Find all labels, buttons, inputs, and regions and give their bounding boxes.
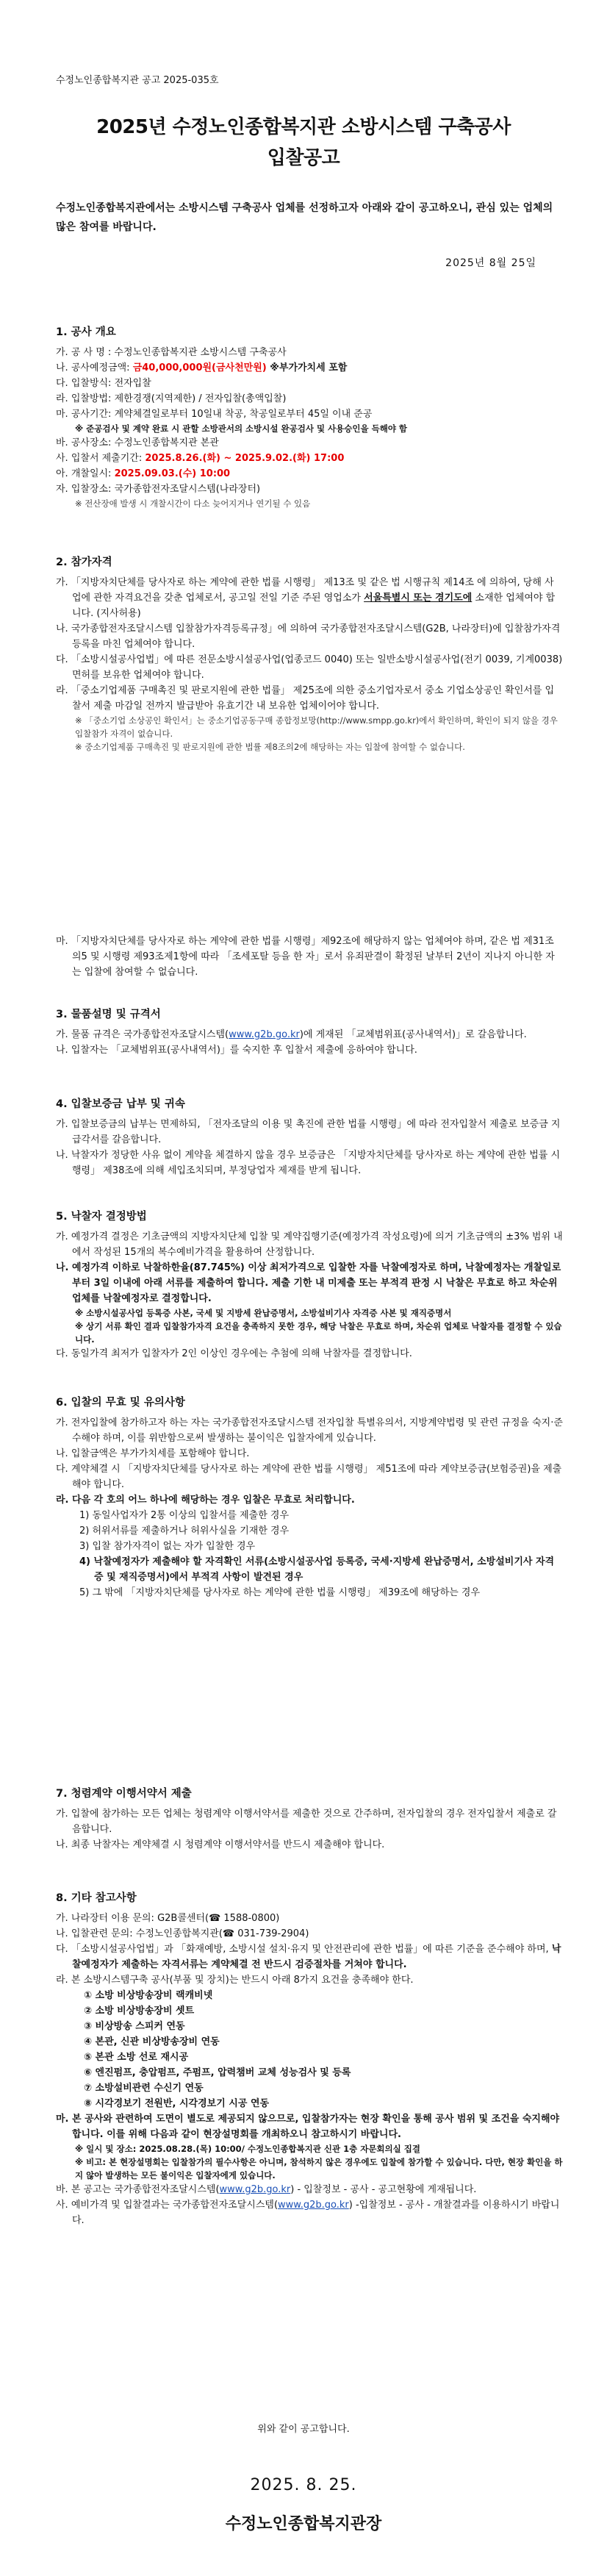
list-item: 자. 입찰장소: 국가종합전자조달시스템(나라장터) — [56, 484, 261, 495]
section-invalid — [56, 1395, 563, 1600]
section-integrity — [56, 1786, 563, 1853]
g2b-link[interactable]: www.g2b.go.kr — [229, 1029, 300, 1040]
requirement-item: ⑤ 본관 소방 선로 재시공 — [84, 2052, 189, 2063]
section-other — [56, 1891, 563, 2228]
list-item: 다. 「소방시설공사업법」과 「화재예방, 소방시설 설치·유지 및 안전관리에 관한 법률」에 따른 기준을 준수해야 하며, 낙찰예정자가 제출하는 자격서류는 계약체결 전 반드시 검증절차를 거쳐야 합니다. — [56, 1944, 561, 1970]
list-item: 가. 「지방자치단체를 당사자로 하는 계약에 관한 법률 시행령」 제13조 및 같은 법 시행규칙 제14조 에 의하여, 당해 사업에 관한 자격요건을 갖춘 업체로서, 공고일 전일 기준 주된 영업소가 서울특별시 또는 경기도에 소재한 업체여야 합니다. (지사허용) — [56, 577, 556, 619]
list-item: 라. 입찰방법: 제한경쟁(지역제한) / 전자입찰(총액입찰) — [56, 393, 287, 404]
list-item: 5) 그 밖에 「지방자치단체를 당사자로 하는 계약에 관한 법률 시행령」 제39조에 해당하는 경우 — [79, 1587, 481, 1598]
notice-date: 2025년 8월 25일 — [445, 257, 536, 269]
list-item: 가. 나라장터 이용 문의: G2B콜센터(☎ 1588-0800) — [56, 1913, 280, 1924]
note: ※ 전산장애 발생 시 개찰시간이 다소 늦어지거나 연기될 수 있음 — [75, 498, 311, 509]
list-item: 마. 공사기간: 계약체결일로부터 10일내 착공, 착공일로부터 45일 이내 준공 — [56, 409, 373, 420]
list-item: 나. 국가종합전자조달시스템 입찰참가자격등록규정」에 의하여 국가종합전자조달시스템(G2B, 나라장터)에 입찰참가자격 등록을 마친 업체여야 합니다. — [56, 623, 561, 650]
note: ※ 소방시설공사업 등록증 사본, 국세 및 지방세 완납증명서, 소방설비기사 자격증 사본 및 재직증명서 — [75, 1308, 452, 1318]
list-item: 아. 개찰일시: 2025.09.03.(수) 10:00 — [56, 468, 231, 479]
list-item: 나. 입찰금액은 부가가치세를 포함해야 합니다. — [56, 1448, 250, 1459]
requirement-item: ④ 본관, 신관 비상방송장비 연동 — [84, 2036, 220, 2047]
list-item: 4) 낙찰예정자가 제출해야 할 자격확인 서류(소방시설공사업 등록증, 국세·지방세 완납증명서, 소방설비기사 자격증 및 재직증명서)에서 부적격 사항이 발견된 경우 — [79, 1556, 555, 1583]
section-heading: 7. 청렴계약 이행서약서 제출 — [56, 1788, 192, 1800]
note: ※ 「중소기업 소상공인 확인서」는 중소기업공동구매 종합정보망(http://www.smpp.go.kr)에서 확인하며, 확인이 되지 않을 경우 입찰참가 자격이 없습니다. — [75, 715, 558, 739]
note: ※ 중소기업제품 구매촉진 및 판로지원에 관한 법률 제8조의2에 해당하는 자는 입찰에 참여할 수 없습니다. — [75, 742, 465, 752]
section-eligibility-cont — [56, 934, 563, 980]
closing-text: 위와 같이 공고합니다. — [257, 2424, 350, 2435]
note: ※ 일시 및 장소: 2025.08.28.(목) 10:00/ 수정노인종합복지관 신관 1층 자문회의실 집결 — [75, 2144, 420, 2154]
page-title: 2025년 수정노인종합복지관 소방시스템 구축공사 — [96, 116, 511, 138]
list-item: 사. 입찰서 제출기간: 2025.8.26.(화) ~ 2025.9.02.(화) 17:00 — [56, 453, 345, 464]
section-heading: 3. 물품설명 및 규격서 — [56, 1009, 161, 1020]
g2b-link[interactable]: www.g2b.go.kr — [278, 2200, 349, 2211]
section-deposit — [56, 1097, 563, 1178]
note: ※ 상기 서류 확인 결과 입찰참가자격 요건을 충족하지 못한 경우, 해당 낙찰은 무효로 하며, 차순위 업체로 낙찰자를 결정할 수 있습니다. — [75, 1321, 562, 1345]
list-item: 나. 공사예정금액: 금40,000,000원(금사천만원) ※부가가치세 포함 — [56, 362, 348, 373]
list-item: 바. 공사장소: 수정노인종합복지관 본관 — [56, 437, 219, 448]
list-item: 다. 계약체결 시 「지방자치단체를 당사자로 하는 계약에 관한 법률 시행령」 제51조에 따라 계약보증금(보험증권)을 제출해야 합니다. — [56, 1464, 562, 1490]
requirement-item: ③ 비상방송 스피커 연동 — [84, 2021, 185, 2032]
section-eligibility — [56, 555, 563, 754]
list-item: 나. 입찰관련 문의: 수정노인종합복지관(☎ 031-739-2904) — [56, 1928, 309, 1939]
note: ※ 비고: 본 현장설명회는 입찰참가의 필수사항은 아니며, 참석하지 않은 경우에도 입찰에 참가할 수 있습니다. 다만, 현장 확인을 하지 않아 발생하는 모든 불이익은 입찰자에게 있습니다. — [75, 2157, 563, 2180]
list-item: 가. 물품 규격은 국가종합전자조달시스템(www.g2b.go.kr)에 게재된 「교체범위표(공사내역서)」로 갈음합니다. — [56, 1029, 527, 1040]
list-item: 라. 「중소기업제품 구매촉진 및 판로지원에 관한 법률」 제25조에 의한 중소기업자로서 중소 기업소상공인 확인서를 입찰서 제출 마감일 전까지 발급받아 유효기간 내 보유한 업체이어야 합니다. — [56, 685, 555, 712]
list-item: 다. 동일가격 최저가 입찰자가 2인 이상인 경우에는 추첨에 의해 낙찰자를 결정합니다. — [56, 1348, 412, 1359]
section-heading: 8. 기타 참고사항 — [56, 1892, 137, 1904]
requirement-item: ⑥ 엔진펌프, 충압펌프, 주펌프, 압력챔버 교체 성능검사 및 등록 — [84, 2067, 351, 2078]
requirement-item: ① 소방 비상방송장비 랙캐비넷 — [84, 1990, 213, 2001]
g2b-link[interactable]: www.g2b.go.kr — [219, 2184, 291, 2195]
list-item: 가. 입찰에 참가하는 모든 업체는 청렴계약 이행서약서를 제출한 것으로 간주하며, 전자입찰의 경우 전자입찰서 제출로 갈음합니다. — [56, 1808, 557, 1835]
list-item: 마. 「지방자치단체를 당사자로 하는 계약에 관한 법률 시행령」제92조에 해당하지 않는 업체여야 하며, 같은 법 제31조의5 및 시행령 제93조제1항에 따라 「조세포탈 등을 한 자」로서 유죄판결이 확정된 날부터 2년이 지나지 아니한 자는 입찰에 참여할 수 없습니다. — [56, 936, 555, 978]
list-item: 나. 낙찰자가 정당한 사유 없이 계약을 체결하지 않을 경우 보증금은 「지방자치단체를 당사자로 하는 계약에 관한 법률 시행령」 제38조에 의해 세입조치되며, 부정당업자 제재를 받게 됩니다. — [56, 1150, 561, 1176]
section-heading: 4. 입찰보증금 납부 및 귀속 — [56, 1098, 185, 1110]
list-item: 사. 예비가격 및 입찰결과는 국가종합전자조달시스템(www.g2b.go.kr) -입찰정보 - 공사 - 개찰결과를 이용하시기 바랍니다. — [56, 2200, 560, 2226]
list-item: 가. 전자입찰에 참가하고자 하는 자는 국가종합전자조달시스템 전자입찰 특별유의서, 지방계약법령 및 관련 규정을 숙지·준수해야 하며, 이를 위반함으로써 발생하는 불이익은 입찰자에게 있습니다. — [56, 1417, 563, 1444]
section-overview — [56, 325, 563, 510]
note: ※ 준공검사 및 계약 완료 시 관할 소방관서의 소방시설 완공검사 및 사용승인을 득해야 함 — [75, 423, 408, 434]
list-item: 바. 본 공고는 국가종합전자조달시스템(www.g2b.go.kr) - 입찰정보 - 공사 - 공고현황에 게재됩니다. — [56, 2184, 477, 2195]
issuer-name: 수정노인종합복지관장 — [225, 2515, 382, 2533]
section-heading: 6. 입찰의 무효 및 유의사항 — [56, 1397, 185, 1409]
list-item: 나. 입찰자는 「교체범위표(공사내역서)」를 숙지한 후 입찰서 제출에 응하여야 합니다. — [56, 1045, 417, 1056]
section-specs — [56, 1007, 563, 1058]
notice-number: 수정노인종합복지관 공고 2025-035호 — [56, 75, 219, 86]
list-item: 1) 동일사업자가 2통 이상의 입찰서를 제출한 경우 — [79, 1510, 290, 1521]
section-heading: 1. 공사 개요 — [56, 326, 116, 338]
requirement-item: ⑧ 시각경보기 전원반, 시각경보기 시공 연동 — [84, 2098, 270, 2109]
list-item: 라. 다음 각 호의 어느 하나에 해당하는 경우 입찰은 무효로 처리합니다. — [56, 1495, 355, 1506]
requirement-item: ② 소방 비상방송장비 셋트 — [84, 2006, 195, 2017]
list-item: 다. 입찰방식: 전자입찰 — [56, 378, 151, 389]
list-item: 2) 허위서류를 제출하거나 허위사실을 기재한 경우 — [79, 1525, 290, 1536]
list-item: 마. 본 공사와 관련하여 도면이 별도로 제공되지 않으므로, 입찰참가자는 현장 확인을 통해 공사 범위 및 조건을 숙지해야 합니다. 이를 위해 다음과 같이 현장설명회를 개최하오니 참고하시기 바랍니다. — [56, 2114, 560, 2140]
section-award — [56, 1209, 563, 1362]
list-item: 다. 「소방시설공사업법」에 따른 전문소방시설공사업(업종코드 0040) 또는 일반소방시설공사업(전기 0039, 기계0038) 면허를 보유한 업체여야 합니다. — [56, 654, 563, 681]
list-item: 나. 예정가격 이하로 낙찰하한율(87.745%) 이상 최저가격으로 입찰한 자를 낙찰예정자로 하며, 낙찰예정자는 개찰일로부터 3일 이내에 아래 서류를 제출하여 합니다. 제출 기한 내 미제출 또는 부적격 판정 시 낙찰은 무효로 하고 차순위업체를 낙찰예정자로 결정합니다. — [56, 1262, 561, 1304]
list-item: 라. 본 소방시스템구축 공사(부품 및 장치)는 반드시 아래 8가지 요건을 충족해야 한다. — [56, 1975, 414, 1986]
section-heading: 2. 참가자격 — [56, 557, 112, 568]
list-item: 가. 예정가격 결정은 기초금액의 지방자치단체 입찰 및 계약집행기준(예정가격 작성요령)에 의거 기초금액의 ±3% 범위 내에서 작성된 15개의 복수예비가격을 활용하여 산정합니다. — [56, 1231, 563, 1258]
page-title-sub: 입찰공고 — [267, 147, 340, 169]
requirement-item: ⑦ 소방설비관련 수신기 연동 — [84, 2083, 204, 2094]
list-item: 가. 공 사 명 : 수정노인종합복지관 소방시스템 구축공사 — [56, 347, 287, 358]
list-item: 3) 입찰 참가자격이 없는 자가 입찰한 경우 — [79, 1541, 256, 1552]
closing-date: 2025. 8. 25. — [250, 2476, 357, 2494]
intro-paragraph: 수정노인종합복지관에서는 소방시스템 구축공사 업체를 선정하고자 아래와 같이 공고하오니, 관심 있는 업체의 많은 참여를 바랍니다. — [56, 202, 553, 233]
list-item: 나. 최종 낙찰자는 계약체결 시 청렴계약 이행서약서를 반드시 제출해야 합니다. — [56, 1839, 385, 1850]
list-item: 가. 입찰보증금의 납부는 면제하되, 「전자조달의 이용 및 촉진에 관한 법률 시행령」에 따라 전자입찰서 제출로 보증금 지급각서를 갈음합니다. — [56, 1119, 561, 1145]
section-heading: 5. 낙찰자 결정방법 — [56, 1211, 147, 1223]
